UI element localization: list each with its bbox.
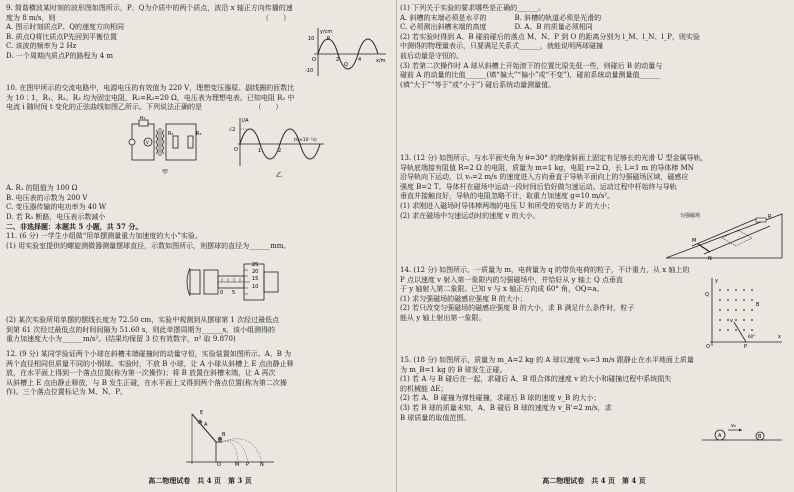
q12-continued [400, 4, 788, 90]
q14-v-label: v [730, 318, 733, 324]
q10-options [6, 184, 394, 251]
q10-option-a: A. R₁ 的阻值为 100 Ω [6, 184, 78, 192]
q11-line: 11. (6 分) 一学生小组做“用单摆测量重力加速度的大小”实验。 [6, 231, 202, 240]
q9-option-d: D. 一个周期内质点P的路程为 4 m [6, 51, 114, 60]
q12-part-2: 中测得的物理量表示，只要满足关系式______，就能说明两球碰撞 [400, 42, 603, 51]
q14-p-label: P [744, 344, 748, 348]
q9-line: 9. 简谐横波某时刻的波形图如图所示，P、Q为介质中的两个质点，波沿 x 轴正方向传播的速 [6, 4, 293, 12]
q9-option-b: B. 质点Q将比质点P先回到平衡位置 [6, 32, 118, 41]
q10-r3: R₃ [196, 131, 202, 137]
q12-part-3: (填“大于”“等于”或“小于”) 碰后系统动量测量值。 [400, 80, 556, 89]
page-3 [6, 4, 394, 488]
q12-line: 两个直径相同但质量不同的小钢球。实验时，不放 B 小球，让 A 小球从斜槽上 E 点由静止释 [6, 359, 294, 368]
q11-part-2 [6, 316, 394, 345]
q14-angle-label: 60° [748, 334, 756, 339]
q14-line: P 点以速度 v 射入第一象限内的匀强磁场中，并恰好从 y 轴上 Q 点垂直 [400, 275, 623, 284]
q13-incline-figure [662, 208, 786, 264]
page-4-footer: 高二物理试卷 共 4 页 第 4 页 [542, 476, 646, 486]
q13-line: 强度 B=2 T。导体杆在磁场中运动一段时间后恰好做匀速运动。运动过程中杆始终与导轨 [400, 182, 677, 191]
q13-line: 沿导轨向下运动，以 v₀=2 m/s 的速度进入方向垂直于导轨平面向上的匀强磁场区域，磁感应 [400, 173, 689, 182]
q15-part-2: (2) 若 A、B 碰撞为弹性碰撞，求碰后 B 球的速度 v_B 的大小； [400, 394, 601, 403]
q9-origin: O [312, 57, 316, 63]
q13-field-label: 匀强磁场 [680, 213, 701, 219]
q12-part-2: 前后动量是守恒的。 [400, 51, 463, 60]
q9-y-pos: 10 [308, 36, 315, 42]
q12-apparatus-figure [182, 404, 278, 466]
q15-line: 为 m_B=1 kg 的 B 球发生正碰。 [400, 365, 507, 374]
q13-line: 导轨底端接有阻值 R=2 Ω 的电阻，质量为 m=1 kg，电阻 r=2 Ω，长 L=1 m 的导体棒 MN [400, 163, 694, 172]
q15-b-label: B [758, 434, 762, 440]
q14-part-2: (2) 若只改变匀强磁场的磁感应强度 B 的大小，求 B 满足什么条件时，粒子 [400, 304, 635, 313]
q14-line: 于 y 轴射入第二象限。已知 v 与 x 轴正方向成 60° 角，OQ=a。 [400, 285, 604, 294]
q10-graph-unit: i/A [242, 118, 249, 124]
q10-graph-amplitude: √2 [229, 127, 236, 133]
q12-m-label: M [235, 462, 240, 466]
q10-fig-jia: 甲 [162, 169, 169, 176]
q13-part-1: (1) 求刚进入磁场时导体棒两端的电压 U 和所受的安培力 F 的大小； [400, 201, 614, 210]
q9-q-label: Q [344, 62, 348, 68]
q10-graph-origin: O [234, 147, 238, 153]
q15-line: 15. (18 分) 如图所示，质量为 m_A=2 kg 的 A 球以速度 v₀=3 m/s 跟静止在水平地面上质量 [400, 356, 694, 364]
q15-part-1: 的机械能 ΔE； [400, 384, 448, 393]
q11-line: (2) 某次实验所用单摆的摆线长度为 72.50 cm，实验中观测到从摆球第 1 次经过最低点 [6, 316, 280, 324]
q9-wave-figure [304, 26, 390, 78]
q12-n-label: N [260, 462, 264, 466]
q14-part-1: (1) 求匀强磁场的磁感应强度 B 的大小； [400, 294, 527, 303]
q12-b-label: B [222, 432, 226, 438]
q12-part-1: (1) 下列关于实验的要求哪些是正确的______。 [400, 4, 546, 12]
q10-circuit-figure [126, 116, 206, 178]
q14-q-label: Q [705, 292, 709, 298]
q12-p-label: P [246, 462, 250, 466]
q12-part-2: (2) 若实验时得到 A、B 碰前碰后的落点 M、N、P 到 O 的距离分别为 l_M、l_N、l_P，则实验 [400, 32, 700, 41]
q15-part-3: B 球质量的取值范围。 [400, 413, 471, 422]
page-4 [400, 4, 788, 488]
q10-option-c: C. 变压器传输的电功率为 40 W [6, 203, 107, 212]
question-15 [400, 356, 788, 423]
q11-line: (1) 用实验室提供的螺旋测微器测量摆球直径，示数如图所示，则摆球的直径为______mm。 [6, 241, 291, 250]
q9-line: 度为 8 m/s，则 （ ） [6, 13, 290, 22]
q15-part-1: (1) 若 A 与 B 碰后在一起，求碰后 A、B 组合体的速度 v 的大小和碰撞过程中系统损失 [400, 375, 672, 384]
q13-part-2: (2) 求在磁场中匀速运动时的速度 v 的大小。 [400, 211, 540, 220]
q10-option-b: B. 电压表的示数为 200 V [6, 193, 88, 202]
q11-tick-20: 20 [252, 269, 259, 275]
q15-a-label: A [718, 433, 722, 439]
q11-tick-25: 25 [252, 262, 259, 268]
q11-micrometer-figure [182, 254, 286, 310]
q11-tick-10: 10 [252, 284, 259, 290]
q12-line: 作)。三个落点位置标记为 M、N、P。 [6, 388, 127, 397]
q10-option-d: D. 若 R₃ 断路，电压表示数减小 [6, 212, 106, 221]
section-2-heading: 二、非选择题：本题共 5 小题，共 57 分。 [6, 222, 143, 232]
q9-y-neg: -10 [305, 68, 314, 74]
q14-x-axis: x [778, 334, 781, 340]
q10-r2: R₂ [168, 131, 174, 137]
q13-r-label: R [768, 214, 772, 220]
q14-y-axis: y [715, 278, 718, 284]
q15-part-3: (3) 若 B 球的质量未知，A、B 碰后 B 球的速度为 v_B'=2 m/s，求 [400, 403, 612, 412]
q12-line: 12. (9 分) 某同学验证两个小球在斜槽末端碰撞时的动量守恒，实验装置如图所示。A、B 为 [6, 350, 292, 358]
q14-origin: O [706, 344, 710, 348]
q13-line: 垂直并接触良好，导轨的电阻忽略不计，取重力加速度 g=10 m/s²。 [400, 192, 615, 201]
q10-line: 电流 i 随时间 t 变化的正弦曲线如图乙所示。下列说法正确的是 （ ） [6, 103, 283, 112]
q12-part-3: 碰前 A 的动量的比值______(填“偏大”“偏小”或“不变”)，碰前系统动量测量值______ [400, 71, 661, 80]
q11-line: 到第 61 次经过最低点的时间间隔为 51.60 s，则此单摆周期为______s，该小组测得的 [6, 325, 276, 334]
q9-option-a: A. 图示时刻质点P、Q的速度方向相同 [6, 23, 124, 32]
q14-b-label: B [756, 302, 760, 308]
q10-line: 为 10∶1，R₁、R₂、R₃ 均为固定电阻，R₂=R₃=20 Ω，电压表为理想电表。已知电阻 R₂ 中 [6, 93, 295, 102]
q10-fig-yi: 乙 [276, 172, 283, 179]
q12-part-3: (3) 若第二次操作时 A 球从斜槽上开始滚下的位置比原先低一些，则碰后 B 的动量与 [400, 61, 663, 70]
q11-tick-15: 15 [252, 276, 259, 282]
q9-x-label: x/m [376, 58, 386, 64]
q15-collision-figure [698, 418, 786, 446]
question-10 [6, 84, 394, 113]
q10-current-graph [228, 114, 328, 180]
q12-o-label: O [217, 462, 221, 466]
q10-graph-t-label: t/(×10⁻²s) [294, 138, 317, 143]
q14-field-figure [696, 276, 786, 348]
q9-p-label: P [327, 36, 331, 42]
q9-x1: 2 [336, 57, 340, 63]
q12-a-label: A [204, 422, 208, 428]
q14-line: 14. (12 分) 如图所示，一质量为 m，电荷量为 q 的带负电荷的粒子，不计重力，从 x 轴上的 [400, 266, 690, 274]
q15-v0-label: v₀ [731, 423, 736, 429]
q12-e-label: E [200, 410, 204, 416]
q11-tick-5: 5 [232, 290, 236, 296]
q13-m-label: M [692, 238, 697, 244]
q12-options-ab: A. 斜槽的末端必须是水平的 B. 斜槽的轨道必须是光滑的 [400, 13, 602, 22]
q10-graph-t1: 1 [258, 148, 262, 154]
q12-options-cd: C. 必须测出斜槽末端的高度 D. A、B 的质量必须相同 [400, 23, 593, 32]
q13-n-label: N [708, 256, 712, 262]
page-divider [396, 0, 397, 492]
q12-line: 放，在水平面上得到一个落点位置(称为第一次操作)；将 B 放置在斜槽末端，让 A 再次 [6, 369, 276, 378]
page-3-footer: 高二物理试卷 共 4 页 第 3 页 [148, 476, 252, 486]
question-12 [6, 350, 394, 398]
q10-r1: R₁ [140, 116, 146, 121]
q10-graph-t2: 2 [278, 148, 282, 154]
q12-line: 从斜槽上 E 点由静止释放，与 B 发生正碰，在水平面上又得到两个落点位置(称为第二次操 [6, 378, 287, 387]
q10-line: 10. 在图甲所示的交流电路中，电源电压的有效值为 220 V，理想变压器原、副线圈的匝数比 [6, 84, 295, 92]
q9-x2: 4 [358, 57, 362, 63]
q11-tick-0: 0 [220, 290, 224, 296]
q14-part-2: 能从 y 轴上射出第一象限。 [400, 313, 486, 322]
q13-line: 13. (12 分) 如图所示，与水平面夹角为 θ=30° 的绝缘斜面上固定有足够长的光滑 U 型金属导轨， [400, 154, 708, 162]
q11-line: 重力加速度大小为______m/s²。(结果均保留 3 位有效数字，π² 取 9.870) [6, 335, 236, 344]
q10-voltmeter: V [146, 140, 149, 145]
q9-y-unit: y/cm [320, 29, 333, 35]
q9-option-c: C. 该波的频率为 2 Hz [6, 42, 77, 51]
